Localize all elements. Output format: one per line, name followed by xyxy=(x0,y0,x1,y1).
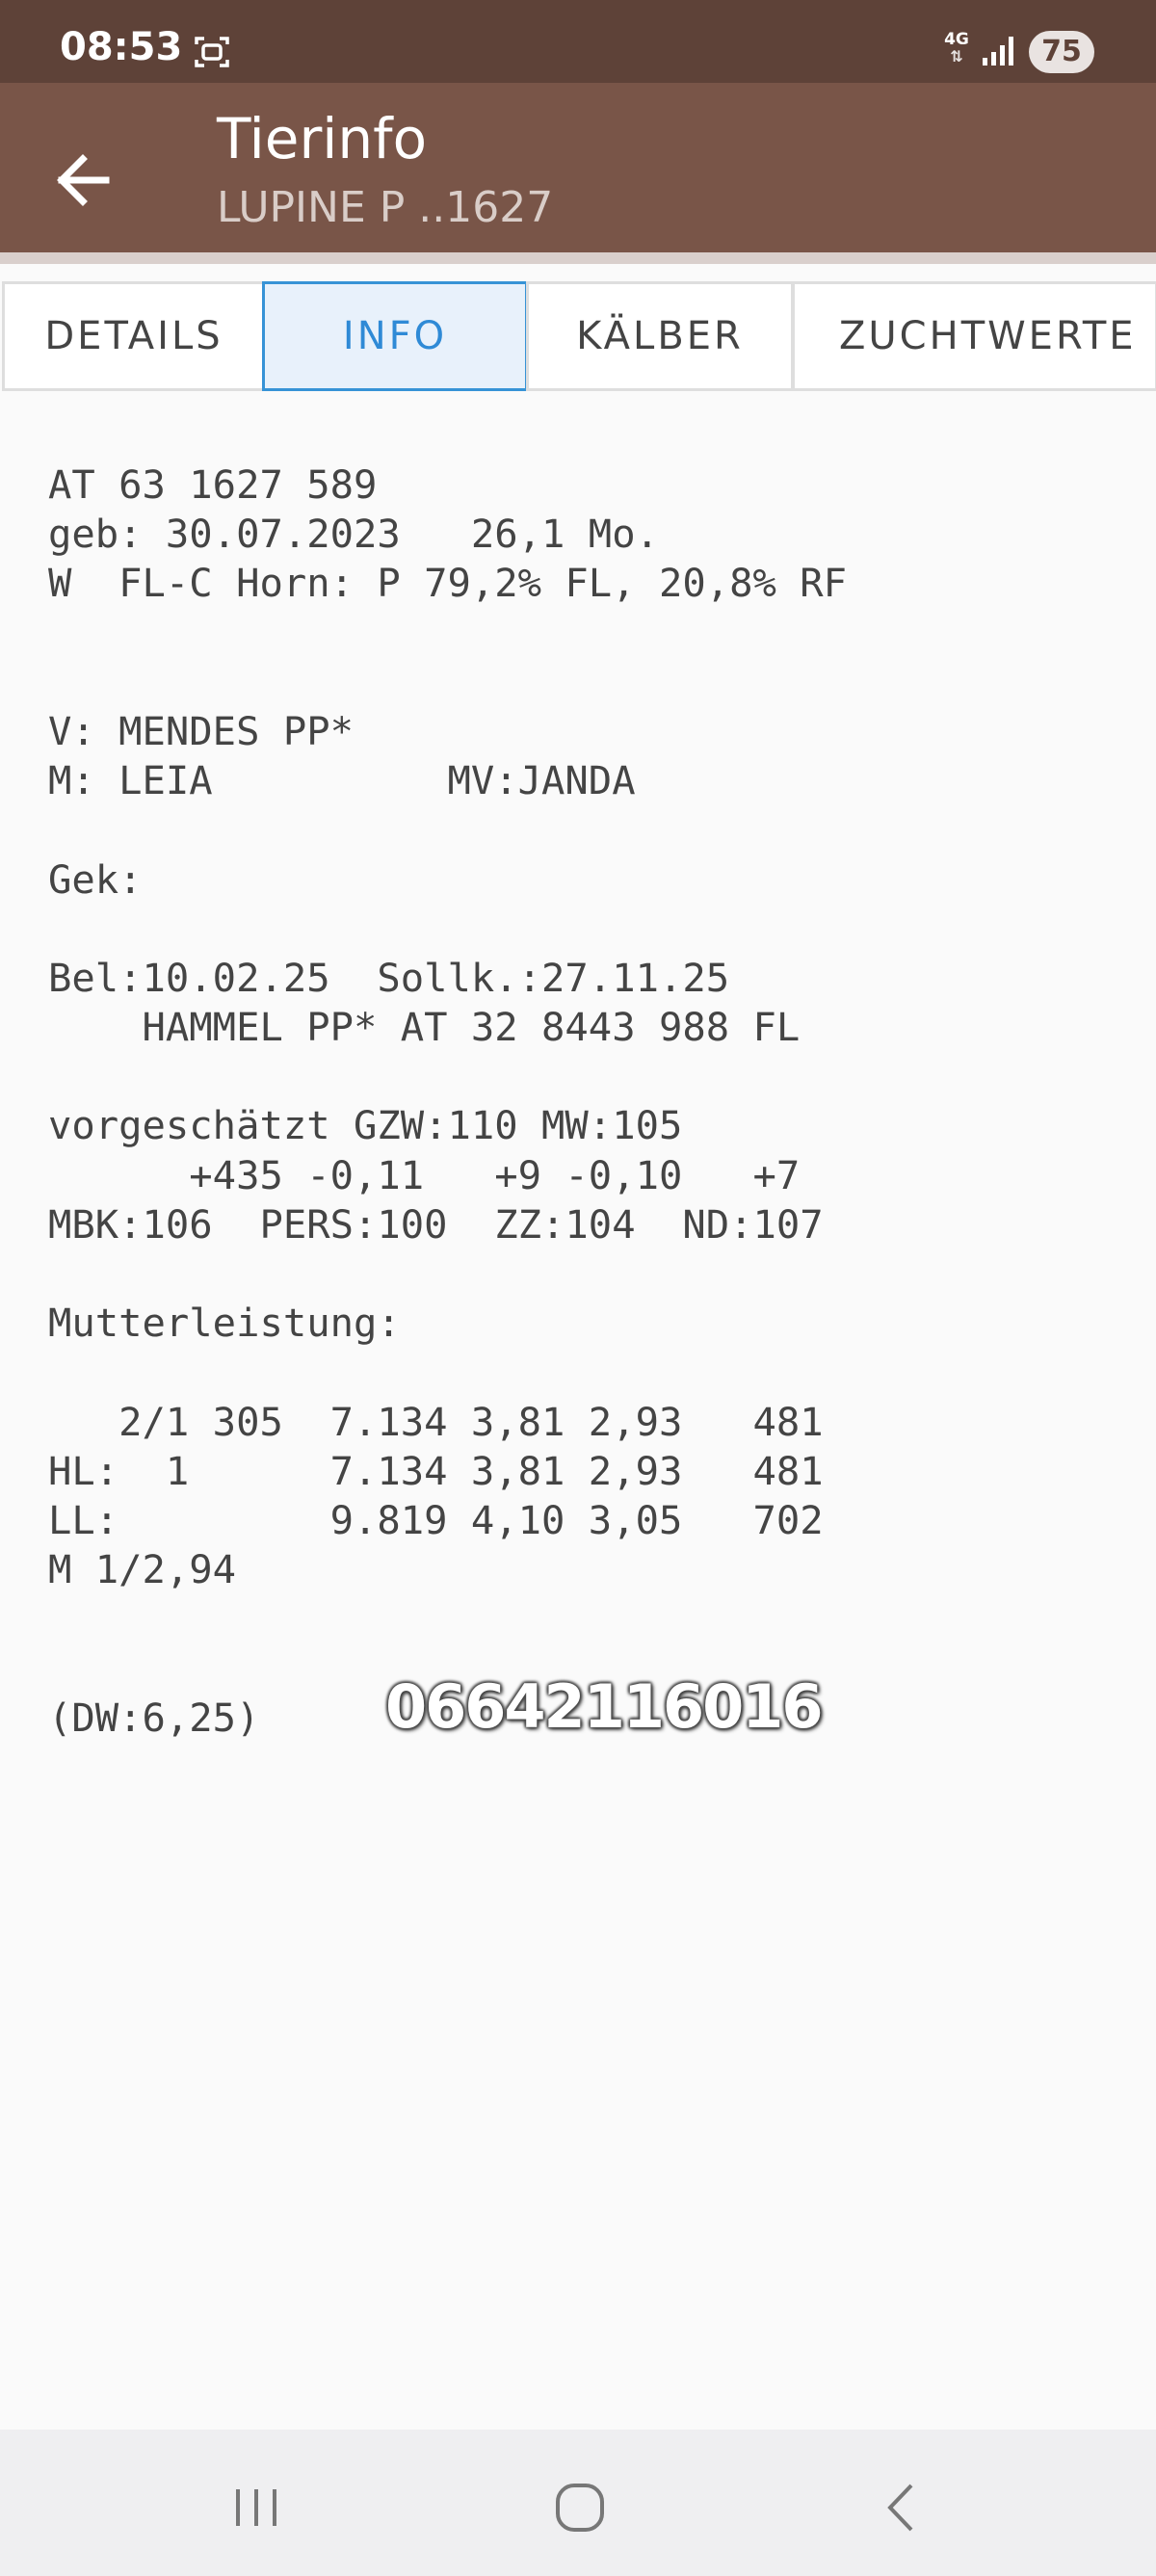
info-line: geb: 30.07.2023 26,1 Mo. xyxy=(48,511,659,558)
info-line: HAMMEL PP* AT 32 8443 988 FL xyxy=(48,1004,801,1051)
info-line xyxy=(48,1594,1127,1643)
tab-info[interactable]: INFO xyxy=(262,281,528,391)
home-icon[interactable] xyxy=(541,2468,618,2545)
info-line: (DW:6,25) xyxy=(48,1694,260,1741)
tab-kaelber[interactable]: KÄLBER xyxy=(526,281,794,391)
info-line: LL: 9.819 4,10 3,05 702 xyxy=(48,1496,824,1543)
info-line xyxy=(48,1249,1127,1299)
recent-apps-icon[interactable] xyxy=(218,2468,295,2545)
info-line xyxy=(48,905,1127,954)
page-title: Tierinfo xyxy=(217,106,428,171)
info-line: M 1/2,94 xyxy=(48,1546,237,1593)
info-line: W FL-C Horn: P 79,2% FL, 20,8% RF xyxy=(48,560,848,607)
system-nav-bar xyxy=(0,2430,1156,2576)
info-line xyxy=(48,658,1127,707)
watermark-phone-number: 06642116016 xyxy=(385,1671,822,1742)
network-type-label: 4G xyxy=(944,30,969,49)
tab-bar xyxy=(0,281,1156,391)
back-arrow-icon[interactable] xyxy=(42,137,129,223)
app-bar-divider xyxy=(0,252,1156,264)
info-line: Mutterleistung: xyxy=(48,1300,401,1347)
info-line: AT 63 1627 589 xyxy=(48,461,378,508)
info-line xyxy=(48,1348,1127,1397)
status-time: 08:53 xyxy=(60,25,183,69)
info-line: +435 -0,11 +9 -0,10 +7 xyxy=(48,1151,801,1198)
battery-indicator: 75 xyxy=(1029,31,1094,73)
tab-details[interactable]: DETAILS xyxy=(2,281,266,391)
animal-info-text xyxy=(48,460,1127,1743)
data-arrows-icon: ⇅ xyxy=(950,47,963,66)
info-line: M: LEIA MV:JANDA xyxy=(48,757,636,804)
info-line: vorgeschätzt GZW:110 MW:105 xyxy=(48,1102,683,1149)
info-line xyxy=(48,1052,1127,1101)
info-line: HL: 1 7.134 3,81 2,93 481 xyxy=(48,1447,824,1494)
screenshot-icon xyxy=(193,33,231,71)
info-line: MBK:106 PERS:100 ZZ:104 ND:107 xyxy=(48,1200,824,1248)
page-subtitle: LUPINE P ..1627 xyxy=(217,183,554,232)
info-line: V: MENDES PP* xyxy=(48,707,354,754)
status-bar xyxy=(0,0,1156,83)
app-bar xyxy=(0,83,1156,252)
info-line: Bel:10.02.25 Sollk.:27.11.25 xyxy=(48,954,730,1001)
info-line: Gek: xyxy=(48,855,143,903)
info-line: 2/1 305 7.134 3,81 2,93 481 xyxy=(48,1398,824,1445)
info-line xyxy=(48,609,1127,658)
back-icon[interactable] xyxy=(865,2468,942,2545)
network-4g-icon xyxy=(940,31,973,73)
tab-zuchtwerte[interactable]: ZUCHTWERTE xyxy=(792,281,1156,391)
info-line xyxy=(48,805,1127,854)
signal-icon xyxy=(981,33,1017,69)
